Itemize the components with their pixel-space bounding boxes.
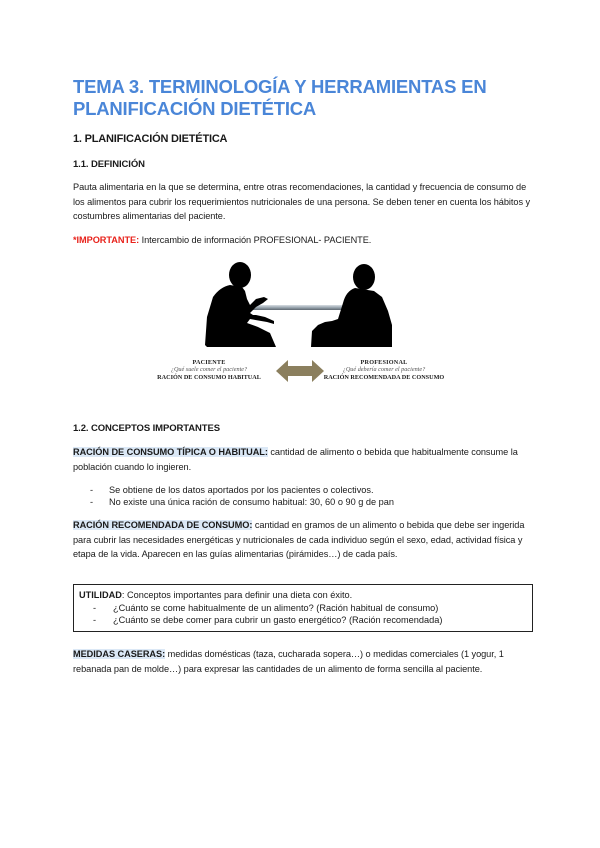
habitual-ration-paragraph bbox=[73, 445, 533, 474]
dash-bullet: - bbox=[93, 615, 97, 625]
dash-bullet: - bbox=[90, 497, 94, 507]
recommended-ration-text: cantidad en gramos de un alimento o bebida que debe ser ingerida para cubrir las necesidades energéticas y nutricionales de cada individuo según el sexo, edad, actividad física y etapa de la vida. Aparecen en las guías alimentarias (pirámides…) de cada país. bbox=[73, 520, 525, 559]
list-item bbox=[90, 484, 394, 496]
professional-caption bbox=[320, 359, 448, 381]
dash-bullet: - bbox=[90, 485, 94, 495]
utilidad-label: UTILIDAD bbox=[79, 590, 122, 600]
utilidad-text: : Conceptos importantes para definir una dieta con éxito. bbox=[121, 590, 353, 600]
dash-bullet: - bbox=[93, 602, 97, 613]
recommended-ration-term: RACIÓN RECOMENDADA DE CONSUMO: bbox=[73, 520, 253, 530]
household-measures-term: MEDIDAS CASERAS: bbox=[73, 649, 166, 659]
list-item bbox=[93, 614, 532, 627]
recommended-ration-paragraph bbox=[73, 518, 533, 562]
list-item-text: ¿Cuánto se come habitualmente de un alimento? (Ración habitual de consumo) bbox=[113, 602, 439, 613]
patient-ration: RACIÓN DE CONSUMO HABITUAL bbox=[157, 373, 261, 381]
utilidad-line bbox=[79, 589, 532, 602]
utilidad-bullets bbox=[93, 602, 532, 627]
list-item-text: ¿Cuánto se debe comer para cubrir un gasto energético? (Ración recomendada) bbox=[113, 615, 443, 625]
utilidad-box bbox=[73, 584, 533, 632]
list-item bbox=[90, 496, 394, 508]
subsection-heading-definicion: 1.1. DEFINICIÓN bbox=[73, 159, 145, 170]
professional-ration: RACIÓN RECOMENDADA DE CONSUMO bbox=[323, 373, 445, 381]
list-item-text: No existe una única ración de consumo habitual: 30, 60 o 90 g de pan bbox=[109, 497, 395, 507]
professional-question: ¿Qué debería comer el paciente? bbox=[342, 366, 426, 374]
important-text: Intercambio de información PROFESIONAL- PACIENTE. bbox=[139, 235, 372, 245]
list-item-text: Se obtiene de los datos aportados por los pacientes o colectivos. bbox=[109, 485, 374, 495]
list-item bbox=[93, 602, 532, 615]
section-heading-planificacion: 1. PLANIFICACIÓN DIETÉTICA bbox=[73, 133, 228, 145]
definition-paragraph: Pauta alimentaria en la que se determina, entre otras recomendaciones, la cantidad y frecuencia de consumo de los alimentos para cubrir los requerimientos nutricionales de una persona. Se deben tener en cuenta los hábitos y costumbres alimentarias del paciente. bbox=[73, 182, 531, 221]
patient-caption bbox=[150, 359, 268, 381]
household-measures-paragraph bbox=[73, 647, 533, 676]
habitual-ration-term: RACIÓN DE CONSUMO TÍPICA O HABITUAL: bbox=[73, 447, 268, 457]
important-note bbox=[73, 233, 533, 248]
professional-role: PROFESIONAL bbox=[360, 359, 408, 366]
document-title: TEMA 3. TERMINOLOGÍA Y HERRAMIENTAS EN PLANIFICACIÓN DIETÉTICA bbox=[73, 76, 487, 119]
patient-role: PACIENTE bbox=[192, 359, 226, 366]
household-measures-text: medidas domésticas (taza, cucharada sopera…) o medidas comerciales (1 yogur, 1 rebanada pan de molde…) para expresar las cantidades de un alimento de forma sencilla al paciente. bbox=[73, 649, 504, 674]
patient-question: ¿Qué suele comer el paciente? bbox=[170, 366, 248, 374]
subsection-heading-conceptos: 1.2. CONCEPTOS IMPORTANTES bbox=[73, 423, 220, 434]
habitual-ration-text: cantidad de alimento o bebida que habitualmente consume la población cuando lo ingieren. bbox=[73, 447, 518, 472]
habitual-bullets bbox=[90, 484, 394, 508]
consultation-figure bbox=[150, 255, 450, 390]
important-label: *IMPORTANTE: bbox=[73, 235, 140, 245]
